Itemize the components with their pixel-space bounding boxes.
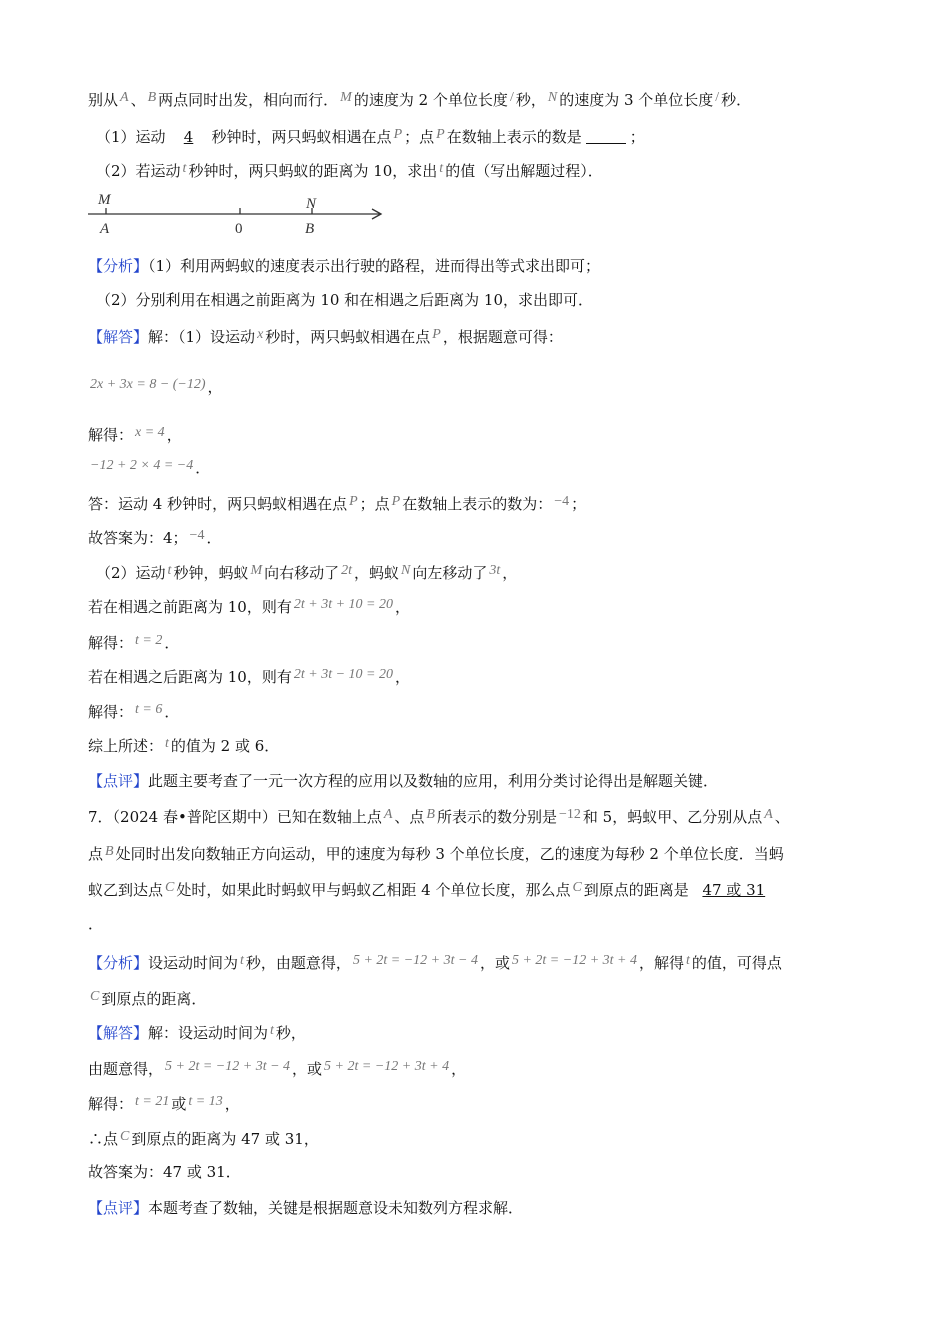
punct: ．	[206, 529, 222, 547]
problem-text: 处同时出发向数轴正方向运动，甲的速度为每秒 3 个单位长度，乙的速度为每秒 2 个单位长度．当蚂	[115, 845, 784, 863]
equation: t = 13	[188, 1094, 223, 1109]
equation: 2t + 3t − 10 = 20	[293, 667, 393, 682]
summary-line	[88, 735, 279, 759]
solution-2-line-3	[88, 1093, 240, 1117]
var-b: B	[105, 844, 114, 859]
final-value: −4	[189, 528, 205, 543]
punct: ．	[88, 915, 104, 933]
equation: t = 6	[135, 702, 163, 717]
equation-3	[88, 457, 210, 481]
comment-text: 此题主要考查了一元一次方程的应用以及数轴的应用，利用分类讨论得出是解题关键．	[148, 772, 719, 790]
q2-text: 的值（写出解题过程）．	[445, 162, 603, 180]
var-m: M	[250, 563, 263, 578]
equation: t = 2	[135, 633, 163, 648]
var-p: P	[432, 327, 441, 342]
var-t: t	[439, 161, 444, 176]
solution-2-header	[88, 1022, 306, 1046]
part2-text: （2）运动	[96, 564, 166, 582]
label-n: N	[306, 196, 317, 212]
comment-text: 本题考查了数轴，关键是根据题意设未知数列方程求解．	[148, 1199, 524, 1217]
var-b: B	[147, 90, 157, 105]
case-text: 若在相遇之后距离为 10，则有	[88, 668, 292, 686]
problem-text: 点	[88, 845, 104, 863]
expr-3t: 3t	[489, 563, 501, 578]
intro-text: 秒．	[721, 91, 752, 109]
equation: 2t + 3t + 10 = 20	[293, 597, 393, 612]
answer-text: ；	[571, 495, 587, 513]
var-n: N	[547, 90, 558, 105]
var-a: A	[383, 807, 393, 822]
equation: 5 + 2t = −12 + 3t + 4	[324, 1059, 450, 1074]
analysis-tag: 【分析】	[88, 257, 149, 275]
solve-label: 解得：	[88, 1095, 134, 1113]
punct: ．	[195, 459, 211, 477]
part2-text: 向左移动了	[412, 564, 488, 582]
analysis-tag: 【分析】	[88, 954, 149, 972]
intro-text: 两点同时出发，相向而行．	[158, 91, 339, 109]
label-a: A	[100, 221, 110, 237]
solve-line-1	[88, 424, 182, 448]
punct: ，	[166, 426, 182, 444]
punct: ．	[164, 634, 180, 652]
equation: 2x + 3x = 8 − (−12)	[90, 377, 206, 392]
case-text: 若在相遇之前距离为 10，则有	[88, 598, 292, 616]
problem-text: 处时，如果此时蚂蚁甲与蚂蚁乙相距 4 个单位长度，那么点	[176, 881, 571, 899]
punct: ，	[502, 564, 518, 582]
part2-text: 向右移动了	[264, 564, 340, 582]
slash: /	[509, 90, 514, 105]
solution-text: 秒，	[275, 1024, 306, 1042]
analysis-1	[88, 255, 600, 277]
part2-text: 秒钟，蚂蚁	[173, 564, 249, 582]
comment-2	[88, 1197, 523, 1219]
var-c: C	[120, 1129, 130, 1144]
problem-7-answer: 47 或 31	[702, 881, 766, 899]
part-2-line	[96, 562, 517, 586]
answer-text: 在数轴上表示的数为：	[402, 495, 553, 513]
analysis-2-line-2	[88, 988, 206, 1012]
problem-text: 、	[774, 808, 790, 826]
summary-text: 的值为 2 或 6．	[170, 737, 280, 755]
problem-text: 和 5，蚂蚁甲、乙分别从点	[582, 808, 763, 826]
var-t: t	[270, 1023, 274, 1038]
problem-7-dot	[88, 913, 103, 935]
solution-text: 解：（1）设运动	[148, 328, 256, 346]
final-text: 故答案为：4；	[88, 529, 188, 547]
final-answer-2	[88, 1161, 241, 1183]
q1-text: 秒钟时，两只蚂蚁相遇在点	[211, 128, 392, 146]
solution-text: ，或	[292, 1060, 323, 1078]
label-m: M	[98, 192, 111, 208]
punct: ，	[394, 668, 410, 686]
equation: −12 + 2 × 4 = −4	[90, 458, 194, 473]
var-t: t	[167, 563, 172, 578]
q1-text: 在数轴上表示的数是	[446, 128, 582, 146]
problem-text: 蚁乙到达点	[88, 881, 164, 899]
punct: ，	[224, 1095, 240, 1113]
solution-1-header	[88, 326, 563, 350]
punct: ，	[207, 378, 223, 396]
intro-text: 的速度为 2 个单位长度	[353, 91, 508, 109]
punct: ，	[394, 598, 410, 616]
q1-answer: 4	[183, 128, 194, 146]
solve-label: 解得：	[88, 634, 134, 652]
var-c: C	[572, 880, 582, 895]
answer-blank	[586, 129, 626, 144]
expr-2t: 2t	[341, 563, 353, 578]
problem-text: 所表示的数分别是	[436, 808, 557, 826]
equation-1	[88, 376, 223, 400]
punct: ．	[164, 703, 180, 721]
equation: 5 + 2t = −12 + 3t − 4	[352, 953, 478, 968]
intro-line	[88, 89, 751, 113]
var-t: t	[165, 736, 169, 751]
label-b: B	[305, 221, 315, 237]
var-t: t	[686, 953, 690, 968]
solution-tag: 【解答】	[88, 1024, 149, 1042]
intro-text: 秒，	[515, 91, 546, 109]
analysis-text: 秒，由题意得，	[245, 954, 351, 972]
separator: 、	[130, 91, 146, 109]
label-zero: 0	[235, 221, 243, 237]
problem-text: 7．（2024 春•普陀区期中）已知在数轴上点	[88, 808, 382, 826]
solve-label: 解得：	[88, 426, 134, 444]
var-t: t	[182, 161, 187, 176]
analysis-2	[88, 952, 782, 976]
punct: ，	[451, 1060, 467, 1078]
q1-text: ；	[629, 128, 645, 146]
before-meet-line	[88, 596, 410, 620]
answer-text: 答：运动 4 秒钟时，两只蚂蚁相遇在点	[88, 495, 348, 513]
q2-text: （2）若运动	[96, 162, 181, 180]
solution-tag: 【解答】	[88, 328, 149, 346]
solution-text: 到原点的距离为 47 或 31，	[131, 1130, 319, 1148]
q1-text: （1）运动	[96, 128, 166, 146]
analysis-1-line-2	[96, 289, 593, 311]
analysis-text: ，或	[479, 954, 510, 972]
final-text: 故答案为：47 或 31．	[88, 1163, 241, 1181]
comment-tag: 【点评】	[88, 1199, 149, 1217]
solution-2-line-2	[88, 1058, 466, 1082]
part2-text: ，蚂蚁	[354, 564, 400, 582]
solution-text: 或	[171, 1095, 187, 1113]
analysis-text: 的值，可得点	[691, 954, 782, 972]
var-a: A	[120, 90, 129, 105]
solution-text: 解：设运动时间为	[148, 1024, 269, 1042]
solution-text: 由题意得，	[88, 1060, 164, 1078]
solution-text: ∴点	[88, 1130, 119, 1148]
question-1	[96, 126, 645, 150]
solve-line-2	[88, 632, 179, 656]
solve-line-3	[88, 701, 179, 725]
answer-value: −4	[554, 494, 570, 509]
question-2	[96, 160, 603, 184]
comment-tag: 【点评】	[88, 772, 149, 790]
var-a: A	[764, 807, 773, 822]
solve-label: 解得：	[88, 703, 134, 721]
equation: t = 21	[135, 1094, 170, 1109]
analysis-text: 到原点的距离．	[101, 990, 207, 1008]
analysis-text: 设运动时间为	[148, 954, 239, 972]
var-c: C	[90, 989, 100, 1004]
intro-text: 的速度为 3 个单位长度	[559, 91, 714, 109]
value: −12	[559, 807, 581, 822]
analysis-text: （2）分别利用在相遇之前距离为 10 和在相遇之后距离为 10，求出即可．	[96, 291, 594, 309]
analysis-text: ，解得	[638, 954, 684, 972]
var-b: B	[426, 807, 435, 822]
var-p: P	[391, 494, 401, 509]
problem-7-line-2	[88, 843, 784, 867]
final-answer-1	[88, 527, 221, 551]
equation: 5 + 2t = −12 + 3t − 4	[165, 1059, 291, 1074]
problem-7-line-3	[88, 879, 769, 903]
equation: 5 + 2t = −12 + 3t + 4	[511, 953, 637, 968]
solution-text: 秒时，两只蚂蚁相遇在点	[265, 328, 431, 346]
number-line-figure	[88, 188, 388, 238]
q1-text: ；点	[404, 128, 435, 146]
number-line	[88, 188, 388, 238]
solution-2-line-4	[88, 1128, 319, 1152]
answer-text: ；点	[359, 495, 390, 513]
problem-7-line-1	[88, 806, 790, 830]
var-p: P	[393, 127, 403, 142]
var-p: P	[349, 494, 358, 509]
var-m: M	[340, 90, 352, 105]
solution-text: ，根据题意可得：	[442, 328, 563, 346]
answer-line-1	[88, 493, 586, 517]
equation: x = 4	[135, 425, 165, 440]
slash: /	[715, 90, 720, 105]
var-p: P	[436, 127, 445, 142]
var-c: C	[165, 880, 175, 895]
var-t: t	[240, 953, 244, 968]
var-x: x	[257, 327, 264, 342]
after-meet-line	[88, 666, 410, 690]
intro-text: 别从	[88, 91, 119, 109]
q2-text: 秒钟时，两只蚂蚁的距离为 10，求出	[188, 162, 438, 180]
summary-text: 综上所述：	[88, 737, 164, 755]
problem-text: 到原点的距离是	[583, 881, 689, 899]
problem-text: 、点	[394, 808, 425, 826]
comment-1	[88, 770, 718, 792]
analysis-text: （1）利用两蚂蚁的速度表示出行驶的路程，进而得出等式求出即可；	[148, 257, 601, 275]
var-n: N	[401, 563, 411, 578]
